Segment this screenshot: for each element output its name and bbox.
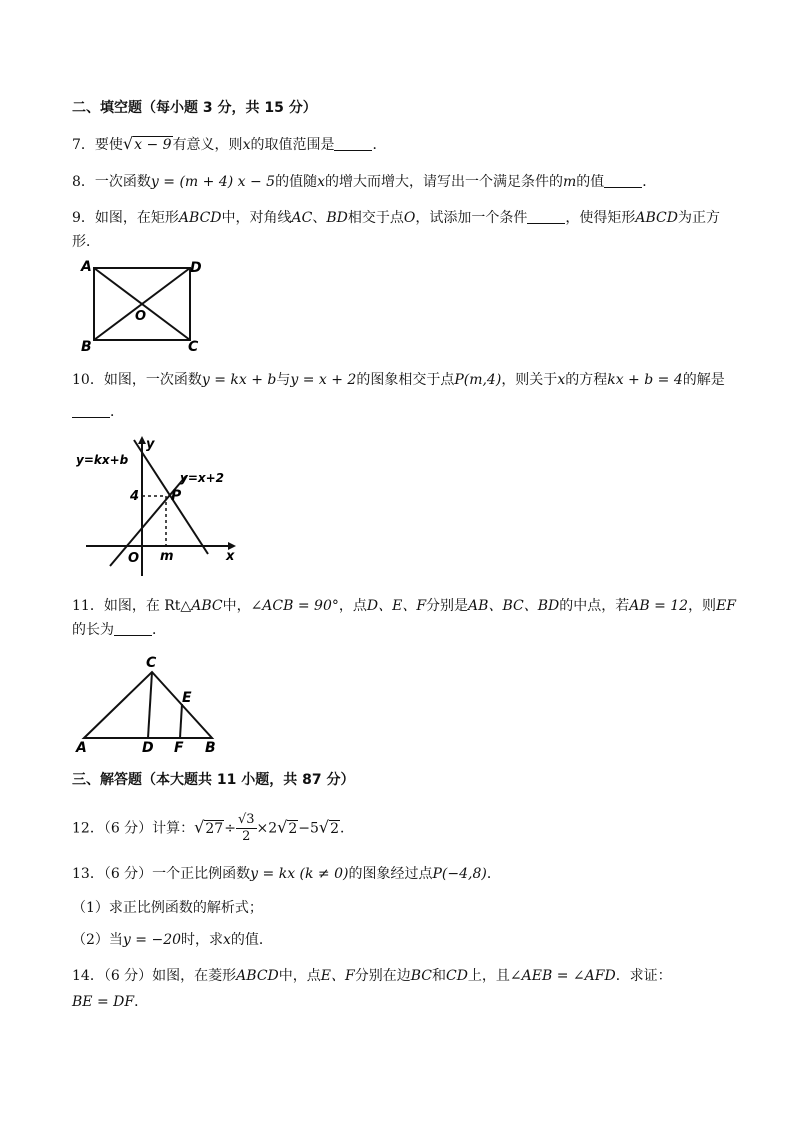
section-3-title: 三、解答题（本大题共 11 小题，共 87 分）: [72, 772, 355, 788]
label-line-kx-b: y=kx+b: [76, 453, 129, 467]
question-9-cont: 形．: [72, 234, 100, 250]
question-7: 7．要使√x − 9有意义，则x的取值范围是 ．: [72, 134, 387, 153]
label-A: A: [76, 740, 87, 756]
question-13: 13．（6 分）一个正比例函数y = kx (k ≠ 0)的图象经过点P(−4,8)．: [72, 866, 501, 882]
label-y-axis: y: [146, 437, 155, 452]
question-11: 11．如图，在 Rt△ABC中，∠ACB = 90°，点D、E、F分别是AB、BC、BD的中点，若AB = 12，则EF: [72, 598, 736, 614]
sqrt-sign: √: [122, 134, 134, 153]
label-line-x-2: y=x+2: [180, 471, 225, 485]
label-D: D: [190, 260, 202, 276]
label-A: A: [81, 259, 92, 275]
q7-radicand: x − 9: [134, 137, 172, 153]
answer-blank: [334, 136, 372, 151]
answer-blank: [72, 403, 110, 418]
figure-rectangle-abcd: [78, 258, 208, 354]
question-13-part-2: （2）当y = −20时，求x的值．: [72, 932, 273, 948]
figure-triangle-abc: [72, 652, 232, 756]
label-C: C: [146, 655, 157, 671]
question-11-cont: 的长为 ．: [72, 622, 166, 638]
q8-expression: y = (m + 4) x − 5: [150, 174, 276, 190]
label-E: E: [182, 690, 192, 706]
answer-blank: [604, 173, 642, 188]
answer-blank: [527, 209, 565, 224]
q7-text: 7．要使: [72, 137, 123, 153]
fraction: $\frac{√3}{2}$: [237, 812, 255, 844]
question-8: 8．一次函数y = (m + 4) x − 5的值随x的增大而增大，请写出一个满足条件的m的值 ．: [72, 174, 657, 190]
section-2-title: 二、填空题（每小题 3 分，共 15 分）: [72, 100, 317, 116]
label-F: F: [174, 740, 184, 756]
question-10: 10．如图，一次函数y = kx + b与y = x + 2的图象相交于点P(m,4)，则关于x的方程kx + b = 4的解是: [72, 372, 725, 388]
question-13-part-1: （1）求正比例函数的解析式；: [72, 900, 263, 916]
question-12: 12．（6 分）计算：√27÷ $\frac{√3}{2}$ ×2√2−5√2．: [72, 812, 355, 844]
label-origin: O: [128, 551, 140, 566]
label-x-axis: x: [226, 549, 235, 564]
label-B: B: [205, 740, 216, 756]
question-14: 14．（6 分）如图，在菱形ABCD中，点E、F分别在边BC和CD上，且∠AEB = ∠AFD．求证：: [72, 968, 672, 984]
label-C: C: [188, 339, 199, 354]
label-P: P: [171, 488, 182, 504]
label-B: B: [81, 339, 92, 354]
label-m: m: [160, 549, 174, 564]
figure-graph-two-lines: [76, 432, 246, 582]
answer-blank: [114, 621, 152, 636]
question-9: 9．如图，在矩形ABCD中，对角线AC、BD相交于点O，试添加一个条件 ，使得矩形ABCD为正方: [72, 210, 720, 226]
question-14-cont: BE = DF．: [72, 994, 149, 1010]
label-O: O: [135, 309, 147, 324]
label-4: 4: [130, 489, 140, 504]
label-D: D: [142, 740, 154, 756]
question-10-cont: ．: [72, 402, 732, 422]
